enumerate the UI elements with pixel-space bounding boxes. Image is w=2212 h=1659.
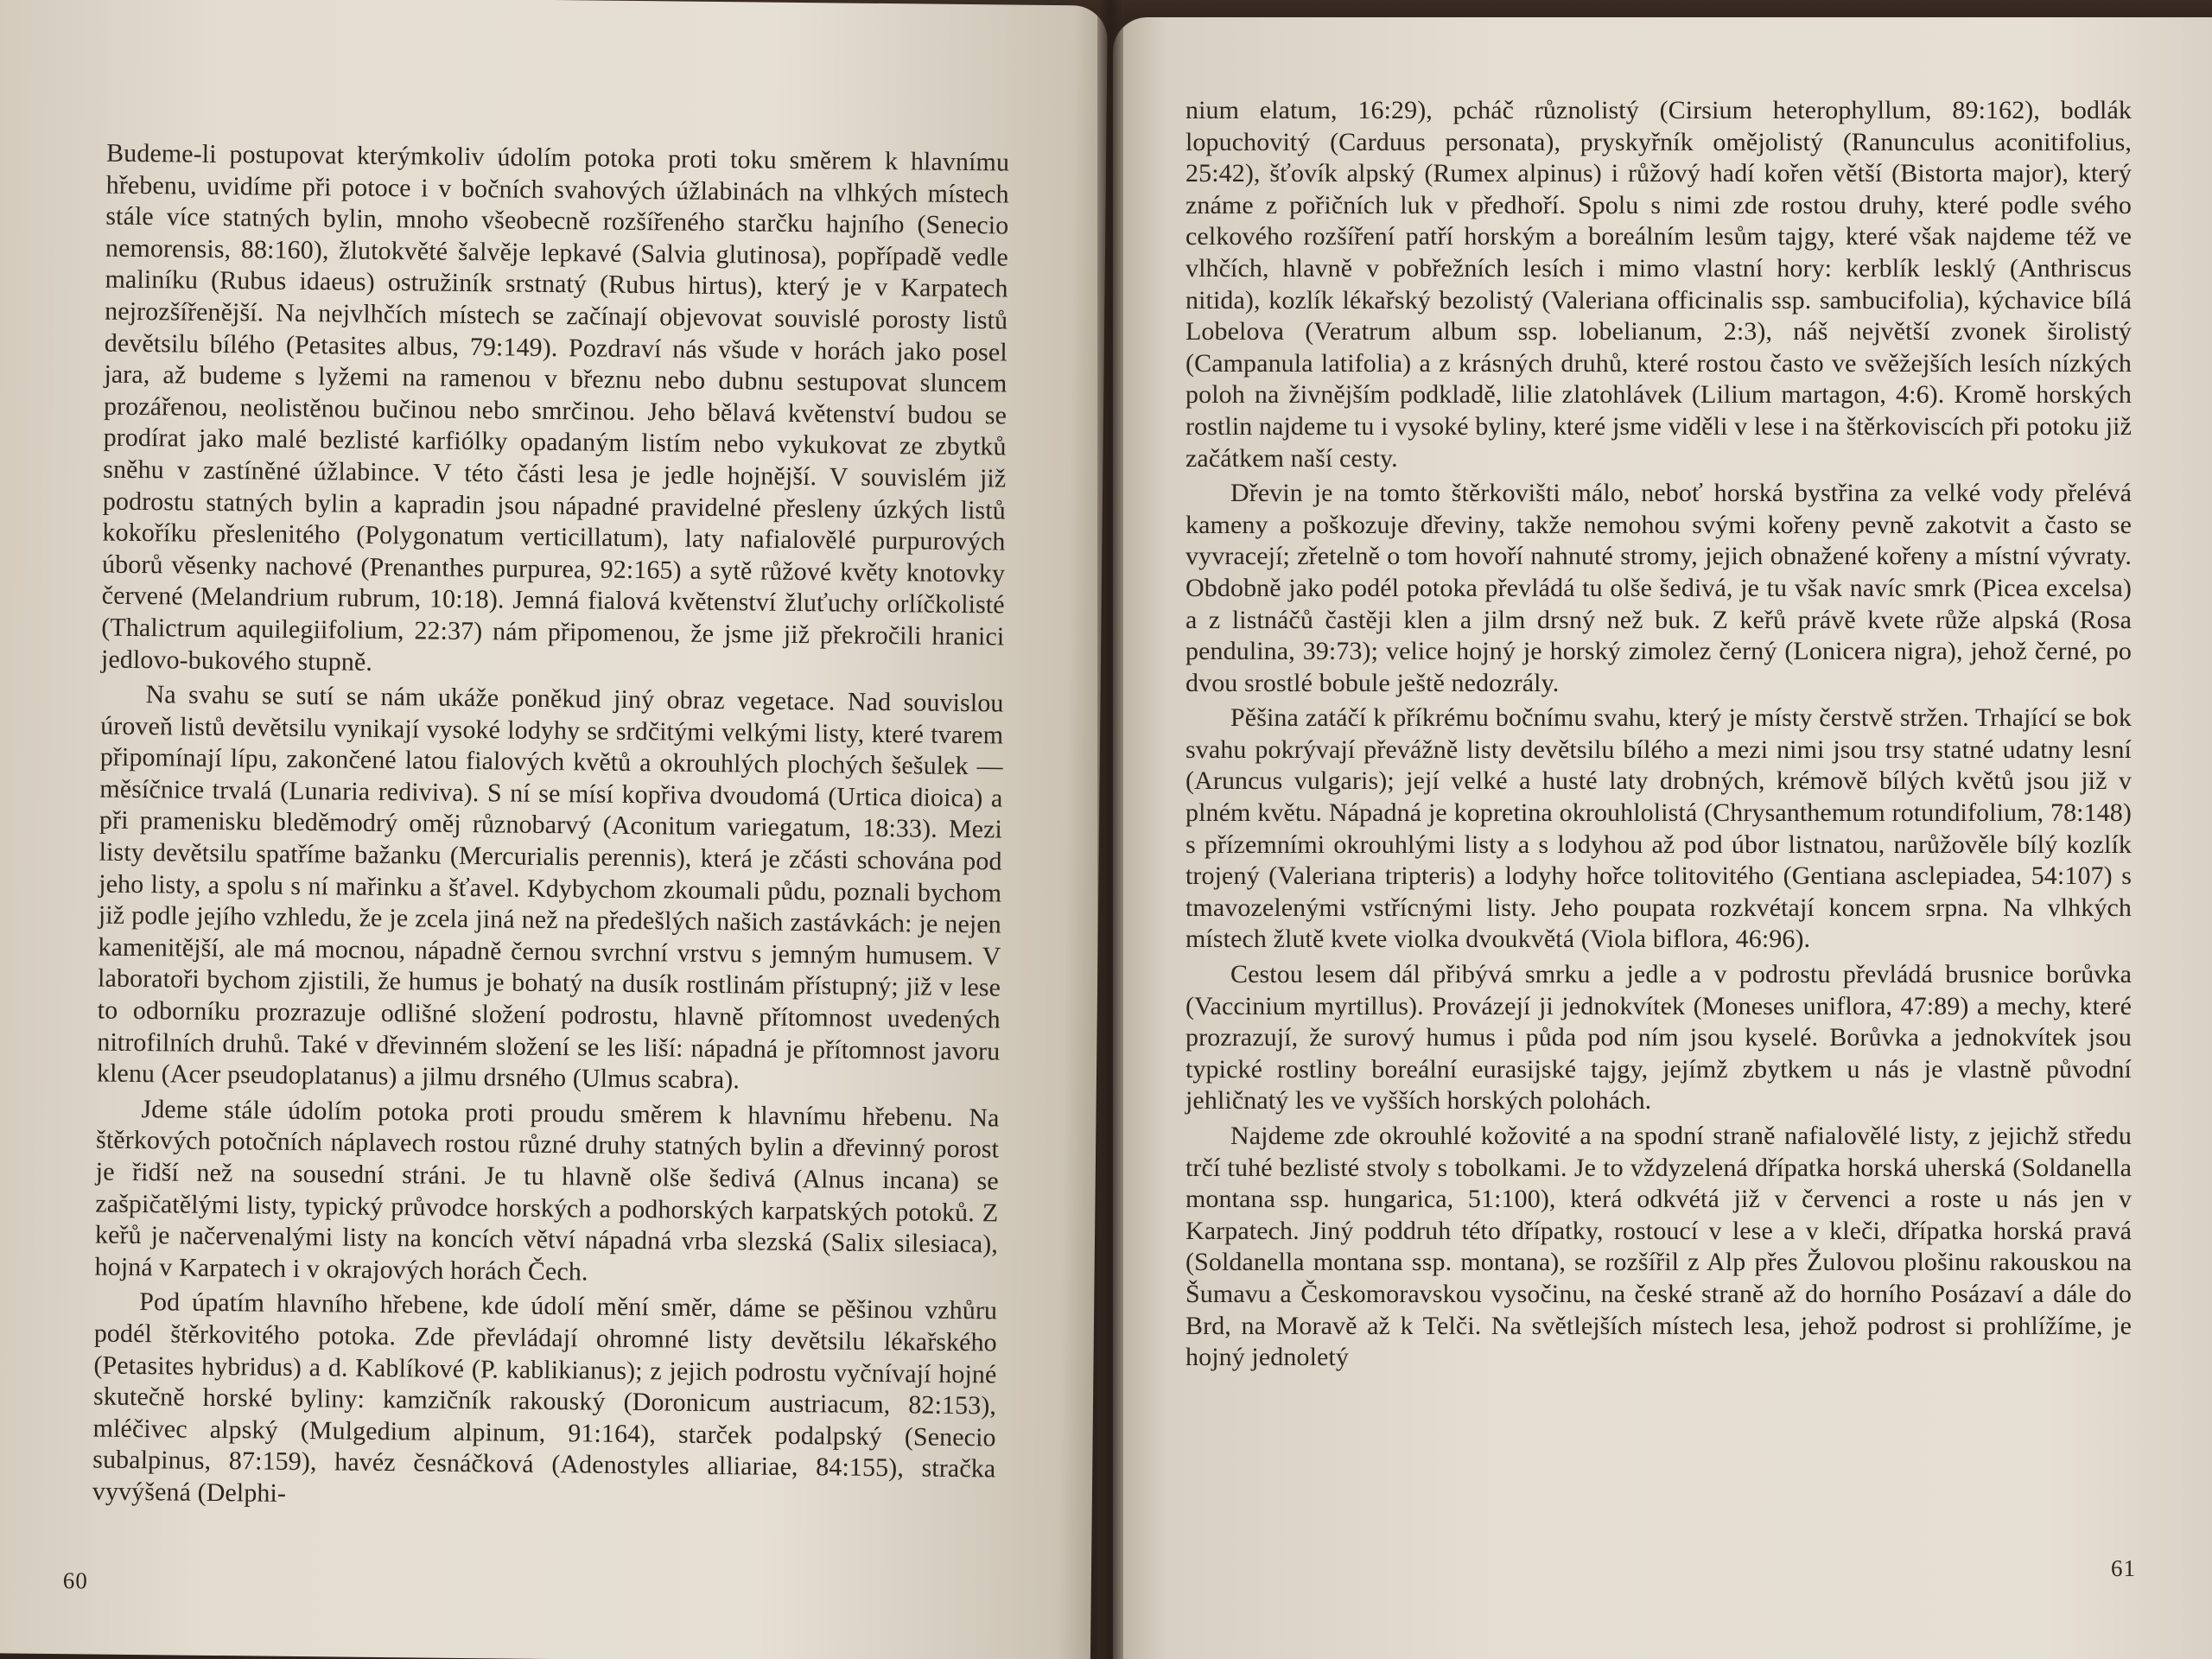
page-number: 60 [62, 1567, 88, 1594]
paragraph: Dřevin je na tomto štěrkovišti málo, neboť horská bystřina za velké vody přelévá kameny a poškozuje dřeviny, takže nemohou svými kořeny pevně zakotvit a často se vyvracejí; zřetelně o tom hovoří nahnuté stromy, jejich obnažené kořeny a místní vývraty. Obdobně jako podél potoka převládá tu olše šedivá, je tu však navíc smrk (Picea excelsa) a z listnáčů častěji klen a jilm drsný než buk. Z keřů právě kvete růže alpská (Rosa pendulina, 39:73); velice hojný je horský zimolez černý (Lonicera nigra), jehož černé, po dvou srostlé bobule ještě nedozrály. [1185, 479, 2132, 697]
paragraph: Jdeme stále údolím potoka proti proudu směrem k hlavnímu hřebenu. Na štěrkových potočních náplavech rostou různé druhy statných bylin a dřevinný porost je řidší než na sousední stráni. Je tu hlavně olše šedivá (Alnus incana) se zašpičatělými listy, typický průvodce horských a podhorských karpatských potoků. Z keřů je načervenalými listy na koncích větví nápadná vrba slezská (Salix silesiaca), hojná v Karpatech i v okrajových horách Čech. [94, 1094, 1000, 1287]
right-page-text [1185, 95, 2132, 1374]
paragraph: Pěšina zatáčí k příkrému bočnímu svahu, který je místy čerstvě stržen. Trhající se bok svahu pokrývají převážně listy devětsilu bílého a mezi nimi jsou trsy statné udatny lesní (Aruncus vulgaris); její velké a husté laty drobných, krémově bílých květů jsou již v plném květu. Nápadná je kopretina okrouhlolistá (Chrysanthemum rotundifolium, 78:148) s přízemními okrouhlými listy a s lodyhou až pod úbor listnatou, narůžověle bílý kozlík trojený (Valeriana tripteris) a lodyhy hořce tolitovitého (Gentiana asclepiadea, 54:107) s tmavozelenými vstřícnými listy. Jeho poupata rozkvétají koncem srpna. Na vlhkých místech žlutě kvete violka dvoukvětá (Viola biflora, 46:96). [1185, 703, 2132, 954]
page-number: 61 [2111, 1555, 2136, 1581]
paragraph: Budeme-li postupovat kterýmkoliv údolím potoka proti toku směrem k hlavnímu hřebenu, uvidíme při potoce i v bočních svahových úžlabinách na vlhkých místech stále více statných bylin, mnoho všeobecně rozšířeného starčku hajního (Senecio nemorensis, 88:160), žlutokvěté šalvěje lepkavé (Salvia glutinosa), popřípadě vedle maliníku (Rubus idaeus) ostružiník srstnatý (Rubus hirtus), který je v Karpatech nejrozšířenější. Na nejvlhčích místech se začínají objevovat souvislé porosty listů devětsilu bílého (Petasites albus, 79:149). Pozdraví nás všude v horách jako posel jara, až budeme s lyžemi na ramenou v březnu nebo dubnu sestupovat sluncem prozářenou, neolistěnou bučinou nebo smrčinou. Jeho bělavá květenství budou se prodírat jako malé bezlisté karfiólky opadaným listím nebo vykukovat ze zbytků sněhu v zastíněné úžlabince. V této části lesa je jedle hojnější. V souvislém již podrostu statných bylin a kapradin jsou nápadné pravidelné přesleny úzkých listů kokoříku přeslenitého (Polygonatum verticillatum), laty nafialovělé purpurových úborů věsenky nachové (Prenanthes purpurea, 92:165) a sytě růžové květy knotovky červené (Melandrium rubrum, 10:18). Jemná fialová květenství žluťuchy orlíčkolisté (Thalictrum aquilegiifolium, 22:37) nám připomenou, že jsme již překročili hranici jedlovo-bukového stupně. [100, 138, 1010, 677]
book-gutter [1097, 0, 1123, 1659]
left-page-text [92, 138, 1010, 1517]
paragraph: Na svahu se sutí se nám ukáže poněkud jiný obraz vegetace. Nad souvislou úroveň listů devětsilu vynikají vysoké lodyhy se srdčitými velkými listy, které tvarem připomínají lípu, zakončené latou fialových květů a okrouhlých plochých šešulek — měsíčnice trvalá (Lunaria rediviva). S ní se mísí kopřiva dvoudomá (Urtica dioica) a při pramenisku bleděmodrý oměj různobarvý (Aconitum variegatum, 18:33). Mezi listy devětsilu spatříme bažanku (Mercurialis perennis), která je zčásti schována pod jeho listy, a spolu s ní mařinku a šťavel. Kdybychom zkoumali půdu, poznali bychom již podle jejího vzhledu, že je zcela jiná než na předešlých našich zastávkách: je nejen kamenitější, ale má mocnou, nápadně černou svrchní vrstvu s jemným humusem. V laboratoři bychom zjistili, že humus je bohatý na dusík rostlinám přístupný; již v lese to odborníku prozrazuje odlišné složení podrostu, hlavně přítomnost uvedených nitrofilních druhů. Také v dřevinném složení se les liší: nápadná je přítomnost javoru klenu (Acer pseudoplatanus) a jilmu drsného (Ulmus scabra). [96, 680, 1004, 1095]
paragraph: nium elatum, 16:29), pcháč různolistý (Cirsium heterophyllum, 89:162), bodlák lopuchovitý (Carduus personata), pryskyřník omějolistý (Ranunculus aconitifolius, 25:42), šťovík alpský (Rumex alpinus) i růžový hadí kořen větší (Bistorta major), který známe z pořičních luk v předhoří. Spolu s nimi zde rostou druhy, které podle svého celkového rozšíření patří horským a boreálním lesům tajgy, které však najdeme též ve vlhčích, hlavně v pobřežních lesích i mimo vlastní hory: kerblík lesklý (Anthriscus nitida), kozlík lékařský bezolistý (Valeriana officinalis ssp. sambucifolia), kýchavice bílá Lobelova (Veratrum album ssp. lobelianum, 2:3), náš největší zvonek širolistý (Campanula latifolia) a z krásných druhů, které rostou často ve svěžejších lesích nízkých poloh na živnějším podkladě, lilie zlatohlávek (Lilium martagon, 4:6). Kromě horských rostlin najdeme tu i vysoké byliny, které jsme viděli v lese i na štěrkoviscích při potoku již začátkem naší cesty. [1185, 96, 2132, 473]
paragraph: Najdeme zde okrouhlé kožovité a na spodní straně nafialovělé listy, z jejichž středu trčí tuhé bezlisté stvoly s tobolkami. Je to vždyzelená dřípatka horská uherská (Soldanella montana ssp. hungarica, 51:100), která odkvétá již v červenci a roste u nás jen v Karpatech. Jiný poddruh této dřípatky, rostoucí v lese a v kleči, dřípatka horská pravá (Soldanella montana ssp. montana), se rozšířil z Alp přes Žulovou plošinu rakouskou na Šumavu a Českomoravskou vysočinu, na české straně až do horního Posázaví a dále do Brd, na Moravě až k Telči. Na světlejších místech lesa, jehož podrost si prohlížíme, je hojný jednoletý [1185, 1122, 2132, 1372]
right-page [1113, 17, 2212, 1659]
paragraph: Cestou lesem dál přibývá smrku a jedle a v podrostu převládá brusnice borůvka (Vaccinium myrtillus). Provázejí ji jednokvítek (Moneses uniflora, 47:89) a mechy, které prozrazují, že surový humus i půda pod ním jsou kyselé. Borůvka a jednokvítek jsou typické rostliny boreální eurasijské tajgy, jejímž zbytkem u nás je vlastně původní jehličnatý les ve vyšších horských polohách. [1185, 960, 2132, 1116]
paragraph: Pod úpatím hlavního hřebene, kde údolí mění směr, dáme se pěšinou vzhůru podél štěrkovitého potoka. Zde převládají ohromné listy devětsilu lékařského (Petasites hybridus) a d. Kablíkové (P. kablikianus); z jejich podrostu vyčnívají hojné skutečně horské byliny: kamzičník rakouský (Doronicum austriacum, 82:153), mléčivec alpský (Mulgedium alpinum, 91:164), starček podalpský (Senecio subalpinus, 87:159), havéz česnáčková (Adenostyles alliariae, 84:155), stračka vyvýšená (Delphi- [92, 1287, 998, 1508]
